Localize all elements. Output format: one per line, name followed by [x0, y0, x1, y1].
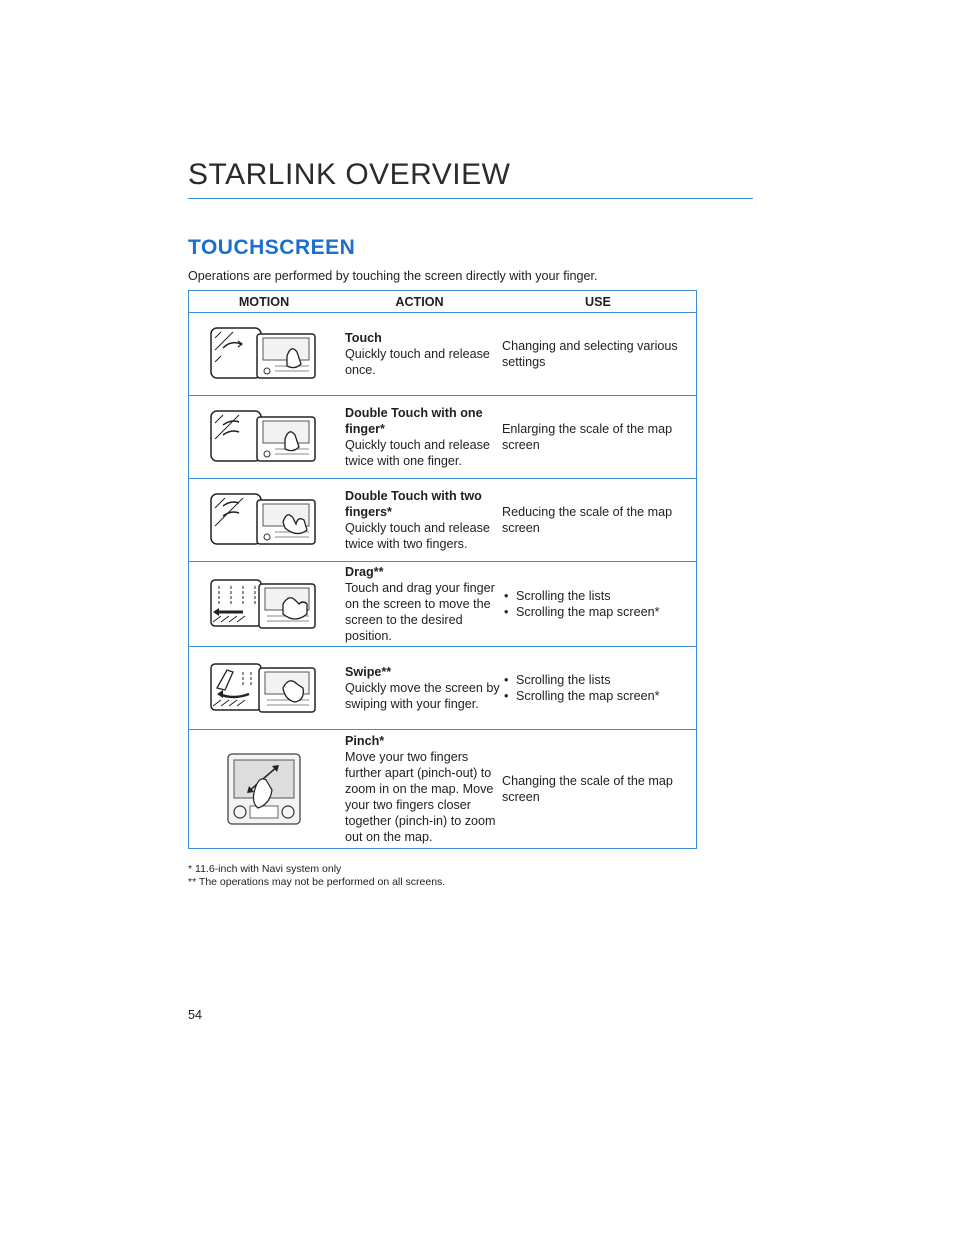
action-description: Quickly move the screen by swiping with your finger. — [345, 681, 500, 711]
use-cell — [500, 647, 697, 730]
use-cell — [500, 730, 697, 849]
use-cell — [500, 562, 697, 647]
use-list — [502, 588, 696, 620]
table-row — [189, 396, 697, 479]
double-touch-two-fingers-icon — [209, 492, 319, 548]
drag-gesture-icon — [209, 576, 319, 632]
action-cell — [339, 647, 500, 730]
table-row — [189, 730, 697, 849]
header-rule — [188, 198, 753, 199]
action-title: Drag** — [345, 565, 384, 579]
page-title: TOUCHSCREEN — [188, 236, 356, 259]
pinch-gesture-icon — [226, 752, 302, 826]
use-text: Changing and selecting various settings — [502, 339, 678, 369]
motion-cell — [189, 313, 340, 396]
action-title: Pinch* — [345, 734, 385, 748]
use-cell — [500, 479, 697, 562]
footnotes — [188, 863, 445, 889]
intro-text: Operations are performed by touching the screen directly with your finger. — [188, 269, 598, 283]
gesture-table — [188, 290, 697, 849]
section-header: STARLINK OVERVIEW — [188, 158, 511, 191]
list-item: • Scrolling the map screen* — [502, 604, 696, 620]
motion-cell — [189, 396, 340, 479]
use-cell — [500, 396, 697, 479]
table-row — [189, 479, 697, 562]
action-cell — [339, 313, 500, 396]
double-touch-one-finger-icon — [209, 409, 319, 465]
table-row — [189, 647, 697, 730]
table-header-row — [189, 291, 697, 313]
use-cell — [500, 313, 697, 396]
action-cell — [339, 562, 500, 647]
table-row — [189, 313, 697, 396]
motion-cell — [189, 479, 340, 562]
use-text: Reducing the scale of the map screen — [502, 505, 673, 535]
use-text: Enlarging the scale of the map screen — [502, 422, 673, 452]
header-use: USE — [500, 291, 697, 313]
action-description: Move your two fingers further apart (pinch-out) to zoom in on the map. Move your two fingers closer together (pinch-in) to zoom out on the map. — [345, 750, 496, 844]
list-item: • Scrolling the map screen* — [502, 688, 696, 704]
action-description: Quickly touch and release twice with one finger. — [345, 438, 490, 468]
footnote: * 11.6-inch with Navi system only — [188, 863, 342, 875]
use-text: Changing the scale of the map screen — [502, 774, 673, 804]
motion-cell — [189, 730, 340, 849]
touch-gesture-icon — [209, 326, 319, 382]
motion-cell — [189, 647, 340, 730]
footnote: ** The operations may not be performed on all screens. — [188, 876, 446, 888]
action-title: Double Touch with one finger* — [345, 406, 483, 436]
action-cell — [339, 396, 500, 479]
use-list — [502, 672, 696, 704]
action-description: Touch and drag your finger on the screen to move the screen to the desired position. — [345, 581, 495, 643]
header-action: ACTION — [339, 291, 500, 313]
action-title: Swipe** — [345, 665, 392, 679]
action-cell — [339, 479, 500, 562]
header-motion: MOTION — [189, 291, 340, 313]
action-title: Double Touch with two fingers* — [345, 489, 482, 519]
action-cell — [339, 730, 500, 849]
action-title: Touch — [345, 331, 382, 345]
motion-cell — [189, 562, 340, 647]
action-description: Quickly touch and release twice with two fingers. — [345, 521, 490, 551]
action-description: Quickly touch and release once. — [345, 347, 490, 377]
list-item: • Scrolling the lists — [502, 672, 696, 688]
table-row — [189, 562, 697, 647]
swipe-gesture-icon — [209, 660, 319, 716]
page-number: 54 — [188, 1008, 203, 1022]
list-item: • Scrolling the lists — [502, 588, 696, 604]
